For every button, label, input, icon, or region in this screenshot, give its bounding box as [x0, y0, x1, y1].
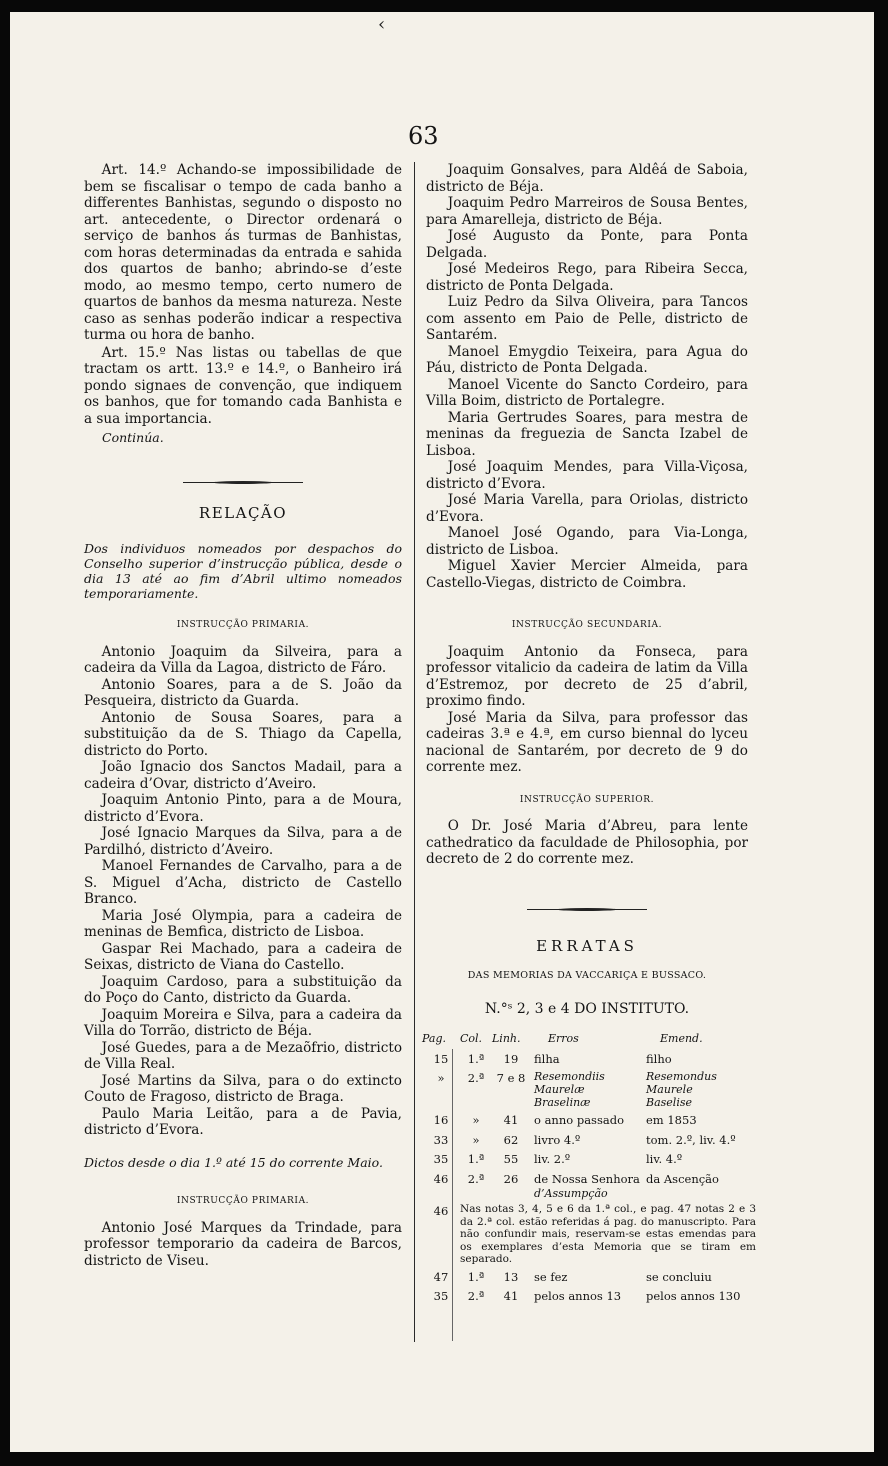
appointment-item: José Maria Varella, para Oriolas, districto d’Evora. [426, 492, 748, 525]
errata-row [422, 1288, 756, 1305]
errata-institute: N.°ˢ 2, 3 e 4 DO INSTITUTO. [484, 1000, 690, 1017]
errata-erros-line: de Nossa Senhora [534, 1171, 640, 1186]
errata-emend-line: em 1853 [646, 1113, 697, 1127]
primaria2-heading: INSTRUCÇÃO PRIMARIA. [176, 1196, 310, 1206]
dictos-line: Dictos desde o dia 1.º até 15 do corrente Maio. [84, 1154, 383, 1170]
primaria-item: José Martins da Silva, para o do extincto Couto de Fragoso, districto de Braga. [84, 1072, 402, 1105]
primaria2-item: Antonio José Marques da Trindade, para professor temporario da cadeira de Barcos, districto de Viseu. [84, 1219, 402, 1269]
ornamental-rule-right [527, 908, 647, 912]
header-emend: Emend. [660, 1032, 703, 1045]
primaria-item: Antonio de Sousa Soares, para a substituição da de S. Thiago da Capella, districto do Porto. [84, 709, 402, 759]
relacao-intro: Dos individuos nomeados por despachos do Conselho superior d’instrucção pública, desde o dia 13 até ao fim d’Abril ultimo nomeados temporariamente. [84, 541, 402, 601]
header-pag: Pag. [422, 1032, 447, 1045]
errata-cell-pag: 16 [433, 1113, 449, 1127]
errata-emend-line: Maurele [646, 1083, 693, 1096]
errata-table [422, 1031, 756, 1305]
appointment-item: Joaquim Pedro Marreiros de Sousa Bentes, para Amarelleja, districto de Béja. [426, 195, 748, 228]
errata-erros-line: filha [534, 1051, 560, 1066]
appointment-item: Joaquim Gonsalves, para Aldêá de Saboia, districto de Béja. [426, 162, 748, 195]
errata-cell-linh: 13 [503, 1269, 519, 1284]
errata-emend-line: da Ascenção [646, 1171, 719, 1186]
primaria-item: João Ignacio dos Sanctos Madail, para a cadeira d’Ovar, districto d’Aveiro. [84, 759, 402, 792]
errata-cell-erros [530, 1051, 642, 1068]
errata-cell-pag: 35 [433, 1152, 449, 1166]
appointment-item: José Joaquim Mendes, para Villa-Viçosa, districto d’Evora. [426, 459, 748, 492]
errata-erros-line: pelos annos 13 [534, 1289, 622, 1303]
column-divider [414, 162, 415, 1342]
primaria-item: Maria José Olympia, para a cadeira de meninas de Bemfica, districto de Lisboa. [84, 907, 402, 940]
secundaria-item: Joaquim Antonio da Fonseca, para professor vitalicio da cadeira de latim da Villa d’Estremoz, por decreto de 25 d’abril, proximo findo. [426, 643, 748, 709]
page-number: 63 [408, 122, 439, 150]
errata-cell-emend [642, 1070, 756, 1109]
errata-row [422, 1070, 756, 1109]
primaria-item: Manoel Fernandes de Carvalho, para a de S. Miguel d’Acha, districto de Castello Branco. [84, 858, 402, 907]
header-erros: Erros [548, 1032, 579, 1045]
errata-cell-col: 2.ª [467, 1289, 485, 1303]
errata-cell-col: 1.ª [467, 1051, 485, 1066]
right-column [422, 162, 756, 1305]
errata-cell-emend [642, 1171, 756, 1201]
errata-rows [422, 1051, 756, 1201]
errata-cell-pag: 46 [433, 1171, 449, 1186]
errata-cell-linh: 55 [503, 1152, 519, 1166]
errata-row [422, 1112, 756, 1129]
note-pag: 46 [433, 1204, 449, 1218]
primaria-list [84, 644, 402, 1139]
errata-cell-emend [642, 1132, 756, 1149]
errata-cell-pag: 15 [433, 1051, 449, 1066]
errata-erros-line: d’Assumpção [534, 1187, 608, 1200]
errata-cell-pag: 47 [433, 1269, 449, 1284]
errata-emend-line: liv. 4.º [646, 1152, 683, 1166]
errata-emend-line: filho [646, 1051, 672, 1066]
errata-emend-line: tom. 2.º, liv. 4.º [646, 1132, 736, 1147]
errata-cell-emend [642, 1151, 756, 1168]
top-mark: ‹ [378, 14, 386, 35]
primaria-item: José Ignacio Marques da Silva, para a de Pardilhó, districto d’Aveiro. [84, 825, 402, 858]
primaria-item: Joaquim Cardoso, para a substituição da do Poço do Canto, districto da Guarda. [84, 973, 402, 1006]
appointment-item: Maria Gertrudes Soares, para mestra de meninas da freguezia de Sancta Izabel de Lisboa. [426, 409, 748, 459]
errata-cell-col: 1.ª [467, 1152, 485, 1166]
errata-emend-line: se concluiu [646, 1269, 712, 1284]
appointment-item: José Augusto da Ponte, para Ponta Delgada. [426, 228, 748, 261]
errata-erros-line: Maurelæ [534, 1083, 585, 1096]
header-linh: Linh. [492, 1032, 521, 1045]
errata-erros-line: livro 4.º [534, 1132, 581, 1147]
errata-cell-pag: 33 [433, 1132, 449, 1147]
errata-row [422, 1051, 756, 1068]
ornamental-rule [183, 481, 303, 485]
superior-heading: INSTRUCÇÃO SUPERIOR. [519, 794, 655, 805]
secundaria-heading: INSTRUCÇÃO SECUNDARIA. [511, 620, 663, 630]
errata-emend-line: Resemondus [646, 1070, 717, 1083]
errata-cell-emend [642, 1112, 756, 1129]
errata-cell-emend [642, 1288, 756, 1305]
errata-cell-erros [530, 1151, 642, 1168]
errata-cell-col: 2.ª [467, 1171, 485, 1186]
errata-row [422, 1269, 756, 1286]
primaria-item: Paulo Maria Leitão, para a de Pavia, districto d’Evora. [84, 1105, 402, 1138]
errata-cell-linh: 7 e 8 [496, 1071, 526, 1085]
right-appointments-list [426, 162, 748, 591]
continua-note: Continúa. [102, 430, 164, 445]
document-page [10, 12, 874, 1452]
errata-subtitle: DAS MEMORIAS DA VACCARIÇA E BUSSACO. [467, 970, 707, 981]
errata-cell-linh: 26 [503, 1171, 519, 1186]
appointment-item: José Medeiros Rego, para Ribeira Secca, districto de Ponta Delgada. [426, 261, 748, 294]
errata-cell-emend [642, 1269, 756, 1286]
appointment-item: Luiz Pedro da Silva Oliveira, para Tancos com assento em Paio de Pelle, districto de Santarém. [426, 294, 748, 343]
secundaria-item: José Maria da Silva, para professor das cadeiras 3.ª e 4.ª, em curso biennal do lyceu nacional de Santarém, por decreto de 9 do corrente mez. [426, 709, 748, 775]
errata-cell-erros [530, 1132, 642, 1149]
relacao-title: RELAÇÃO [198, 503, 288, 522]
primaria-item: Joaquim Antonio Pinto, para a de Moura, districto d’Evora. [84, 792, 402, 825]
errata-erros-line: Resemondiis [534, 1070, 605, 1083]
errata-cell-col: 1.ª [467, 1269, 485, 1284]
errata-cell-linh: 19 [503, 1051, 519, 1066]
errata-cell-erros [530, 1070, 642, 1109]
primaria-item: Joaquim Moreira e Silva, para a cadeira da Villa do Torrão, districto de Béja. [84, 1006, 402, 1039]
header-col: Col. [460, 1032, 483, 1045]
errata-title: ERRATAS [536, 936, 638, 955]
errata-cell-pag: 35 [433, 1289, 449, 1303]
article-15: Art. 15.º Nas listas ou tabellas de que tractam os artt. 13.º e 14.º, o Banheiro irá pondo signaes de convenção, que indiquem os banhos, que for tomando cada Banhista e a sua importancia. [84, 344, 402, 427]
errata-erros-line: liv. 2.º [534, 1152, 571, 1166]
appointment-item: Manoel José Ogando, para Via-Longa, districto de Lisboa. [426, 525, 748, 558]
note-text: Nas notas 3, 4, 5 e 6 da 1.ª col., e pag. 47 notas 2 e 3 da 2.ª col. estão referidas á pag. do manuscripto. Para não confundir mais, reservam-se estas emendas para os exemplares d’esta Memoria que se tiram em separado. [460, 1203, 756, 1265]
errata-cell-erros [530, 1171, 642, 1201]
errata-rows-after [422, 1269, 756, 1305]
primaria-item: Antonio Joaquim da Silveira, para a cadeira da Villa da Lagoa, districto de Fáro. [84, 643, 402, 676]
errata-erros-line: se fez [534, 1269, 568, 1284]
errata-cell-pag: » [437, 1071, 445, 1085]
article-14: Art. 14.º Achando-se impossibilidade de bem se fiscalisar o tempo de cada banho a differentes Banhistas, segundo o disposto no art. antecedente, o Director ordenará o serviço de banhos ás turmas de Banhistas, com horas determinadas da entrada e sahida dos quartos de banho; abrindo-se d’este modo, ao mesmo tempo, certo numero de quartos de banhos da mesma natureza. Neste caso as senhas poderão indicar a respectiva turma ou hora de banho. [84, 162, 402, 343]
primaria-item: José Guedes, para a de Mezaõfrio, districto de Villa Real. [84, 1039, 402, 1072]
appointment-item: Miguel Xavier Mercier Almeida, para Castello-Viegas, districto de Coimbra. [426, 558, 748, 591]
errata-cell-col: 2.ª [467, 1071, 485, 1085]
errata-cell-emend [642, 1051, 756, 1068]
errata-cell-col: » [472, 1113, 480, 1127]
primaria-item: Gaspar Rei Machado, para a cadeira de Seixas, districto de Viana do Castello. [84, 940, 402, 973]
errata-cell-linh: 62 [503, 1132, 519, 1147]
errata-row [422, 1132, 756, 1149]
primaria2-list [84, 1220, 402, 1270]
appointment-item: Manoel Emygdio Teixeira, para Agua do Páu, districto de Ponta Delgada. [426, 343, 748, 376]
primaria-item: Antonio Soares, para a de S. João da Pesqueira, districto da Guarda. [84, 676, 402, 709]
errata-cell-erros [530, 1269, 642, 1286]
errata-cell-linh: 41 [503, 1113, 519, 1127]
left-column [84, 162, 402, 1269]
superior-item: O Dr. José Maria d’Abreu, para lente cathedratico da faculdade de Philosophia, por decreto de 2 do corrente mez. [426, 818, 748, 867]
errata-note-row [422, 1203, 756, 1266]
errata-row [422, 1151, 756, 1168]
primaria-heading: INSTRUCÇÃO PRIMARIA. [176, 620, 310, 630]
errata-erros-line: Braselinæ [534, 1096, 591, 1109]
errata-cell-erros [530, 1112, 642, 1129]
errata-cell-col: » [472, 1132, 480, 1147]
errata-erros-line: o anno passado [534, 1113, 624, 1127]
errata-emend-line: Baselise [646, 1096, 692, 1109]
errata-row [422, 1171, 756, 1201]
errata-cell-erros [530, 1288, 642, 1305]
errata-cell-linh: 41 [503, 1289, 519, 1303]
errata-header-row [422, 1031, 756, 1048]
superior-list [426, 818, 748, 868]
secundaria-list [426, 644, 748, 776]
errata-emend-line: pelos annos 130 [646, 1289, 741, 1303]
appointment-item: Manoel Vicente do Sancto Cordeiro, para Villa Boim, districto de Portalegre. [426, 376, 748, 409]
